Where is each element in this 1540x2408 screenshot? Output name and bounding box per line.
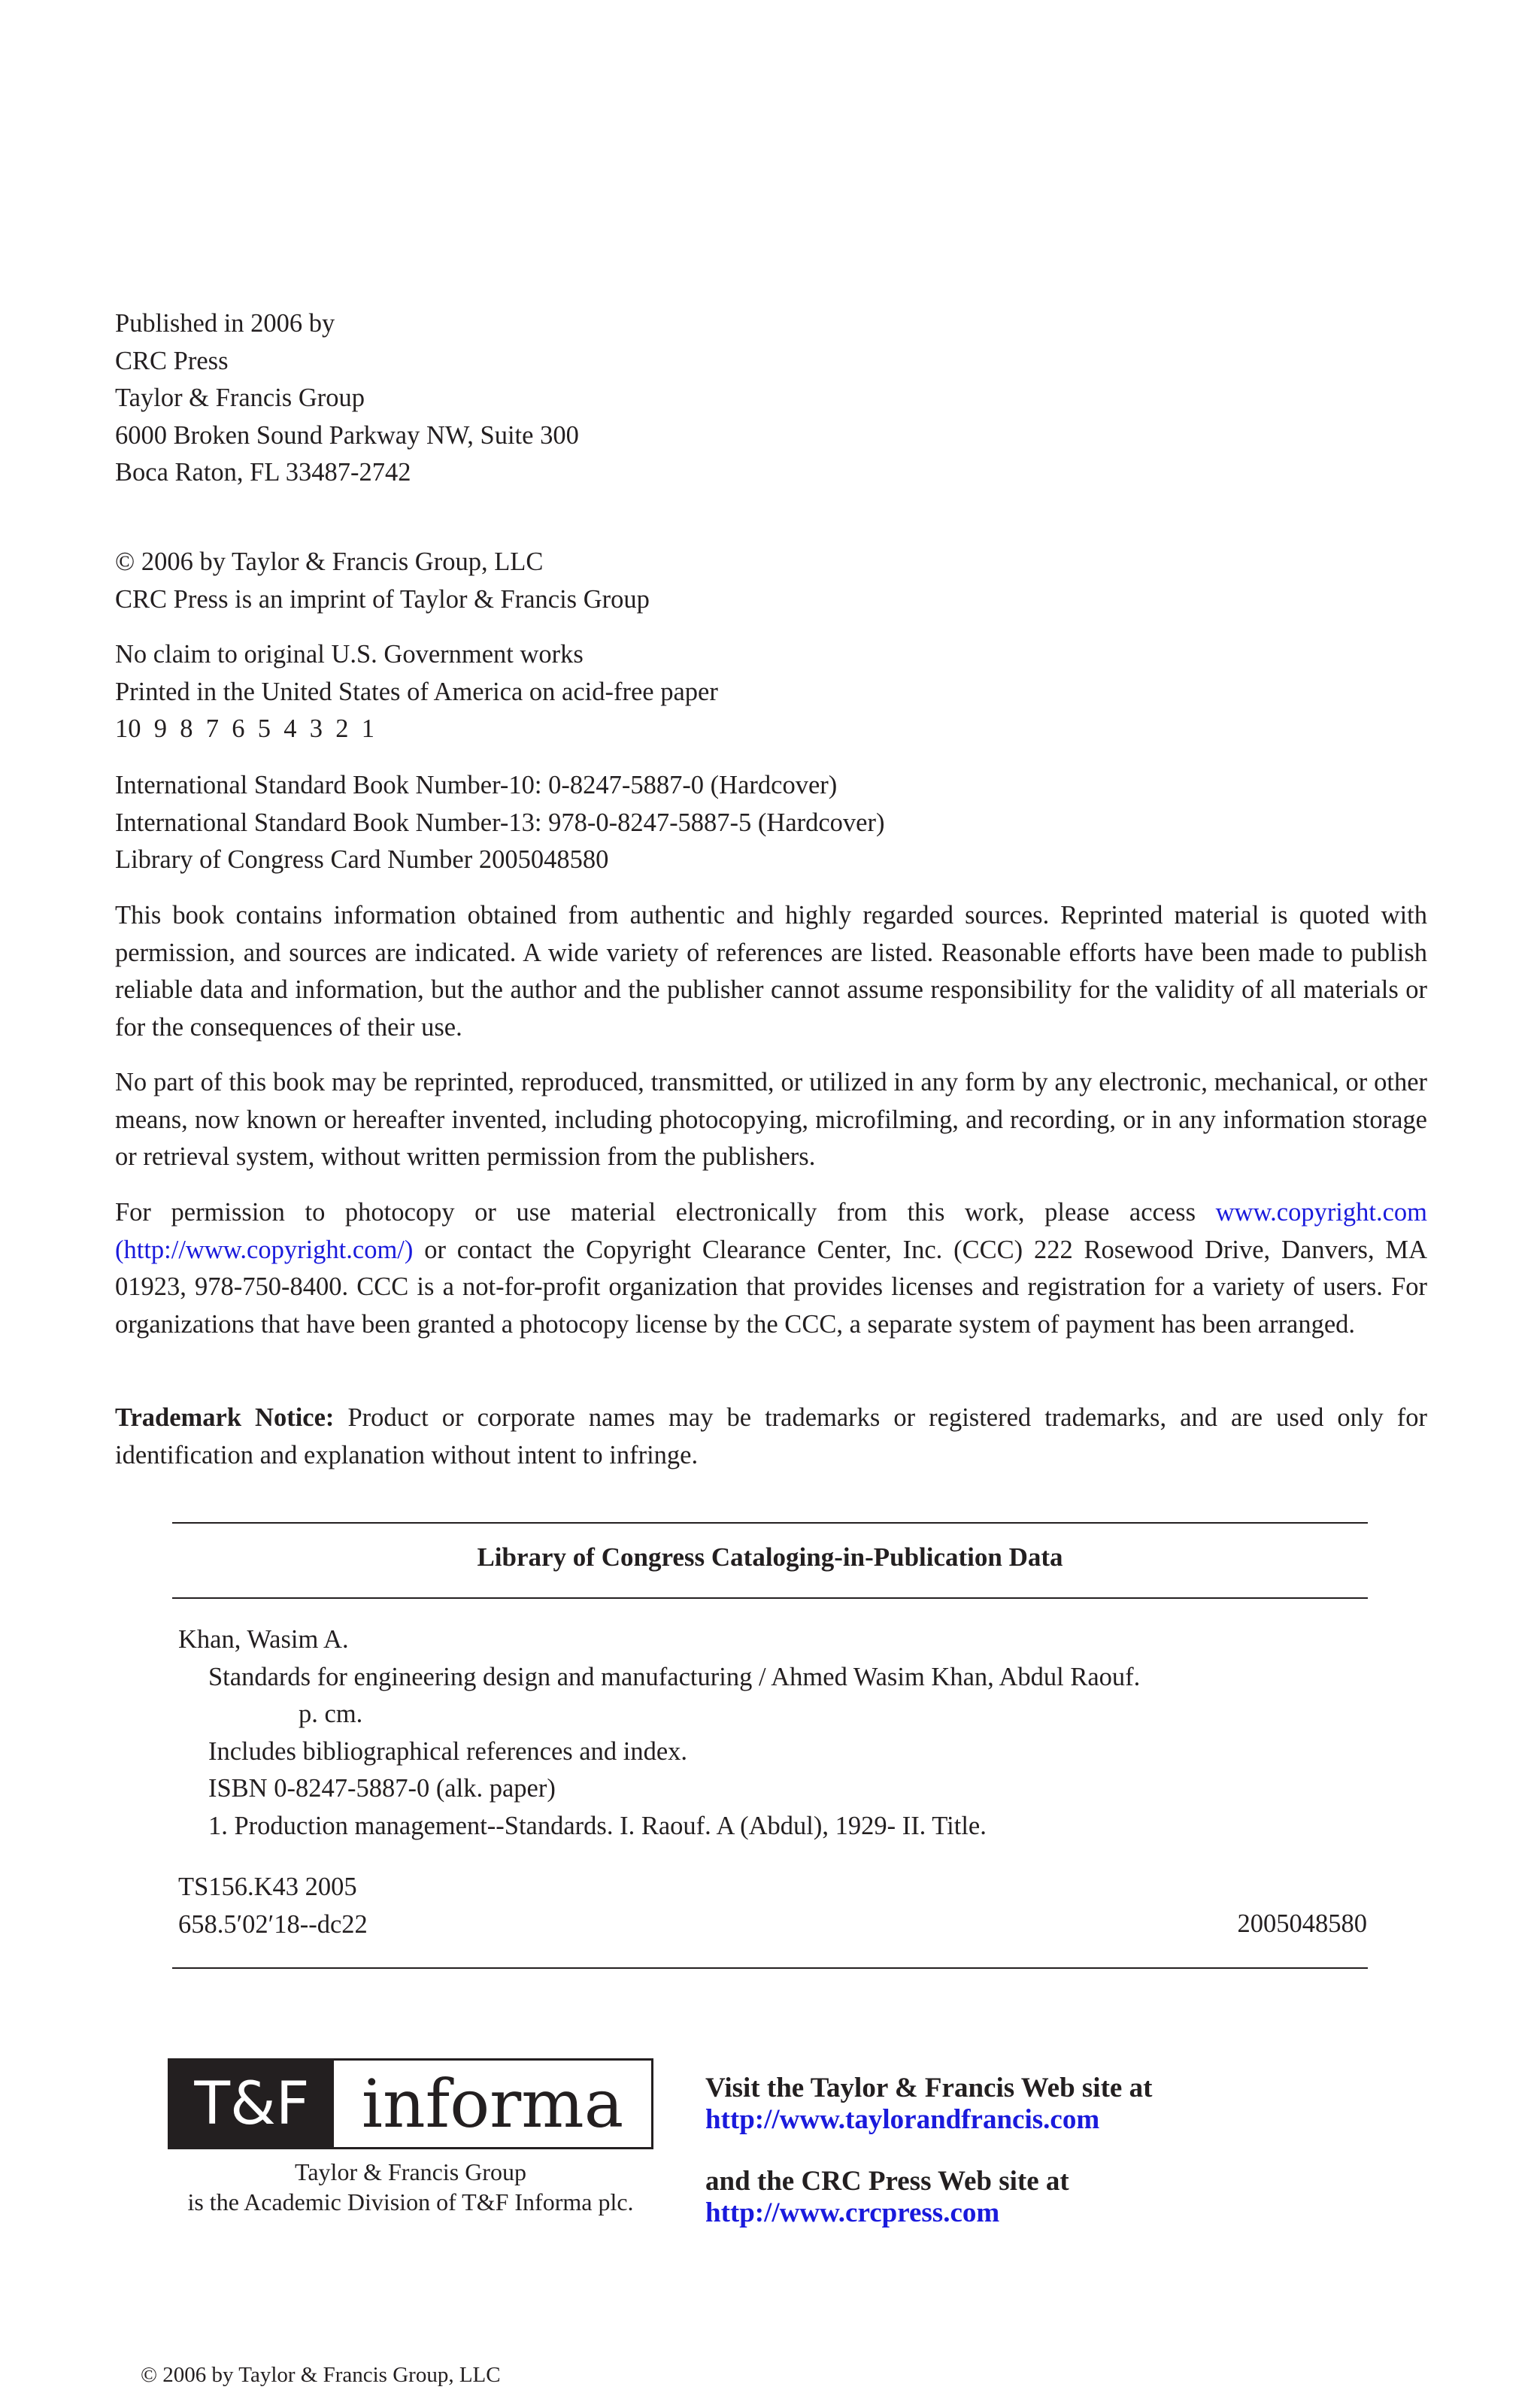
- cip-lccn: 2005048580: [1237, 1909, 1367, 1938]
- publisher-line: Taylor & Francis Group: [115, 384, 365, 412]
- tf-website-block: [705, 2073, 1152, 2136]
- logo-caption-line: Taylor & Francis Group: [295, 2158, 526, 2185]
- printing-line: 10 9 8 7 6 5 4 3 2 1: [115, 714, 374, 743]
- copyright-line: CRC Press is an imprint of Taylor & Francis Group: [115, 584, 650, 614]
- trademark-label: Trademark Notice:: [115, 1403, 335, 1432]
- printing-block: [115, 636, 718, 748]
- cip-call-number: TS156.K43 2005: [178, 1873, 357, 1901]
- permission-intro: For permission to photocopy or use material electronically from this work, please access: [115, 1198, 1216, 1227]
- copyright-url-link[interactable]: (http://www.copyright.com/): [115, 1235, 414, 1264]
- publisher-line: CRC Press: [115, 346, 229, 375]
- crc-website-label: and the CRC Press Web site at: [705, 2166, 1069, 2197]
- publisher-line: 6000 Broken Sound Parkway NW, Suite 300: [115, 420, 579, 450]
- publisher-block: [115, 305, 579, 492]
- copyright-block: [115, 544, 650, 618]
- logo-caption: [150, 2157, 671, 2217]
- permission-paragraph: [115, 1194, 1427, 1343]
- publisher-line: Published in 2006 by: [115, 309, 335, 338]
- isbn-line: International Standard Book Number-13: 978-0-8247-5887-5 (Hardcover): [115, 808, 885, 837]
- cip-bottom-rule: [172, 1967, 1368, 1969]
- footer-copyright: © 2006 by Taylor & Francis Group, LLC: [141, 2363, 501, 2387]
- cip-title: Library of Congress Cataloging-in-Publication Data: [477, 1542, 1063, 1572]
- isbn-line: Library of Congress Card Number 2005048580: [115, 845, 609, 874]
- cip-isbn: ISBN 0-8247-5887-0 (alk. paper): [208, 1774, 556, 1803]
- trademark-text: Product or corporate names may be trademarks or registered trademarks, and are used only for identification and explanation without intent to infringe.: [115, 1403, 1428, 1469]
- cip-pages: p. cm.: [299, 1700, 363, 1728]
- cip-classification: [178, 1869, 368, 1943]
- printing-line: Printed in the United States of America on acid-free paper: [115, 677, 718, 706]
- tf-informa-logo: [168, 2058, 653, 2149]
- crc-website-block: [705, 2166, 1069, 2229]
- tf-website-link[interactable]: http://www.taylorandfrancis.com: [705, 2104, 1100, 2135]
- reproduction-paragraph: No part of this book may be reprinted, reproduced, transmitted, or utilized in any form by any electronic, mechanical, or other means, now known or hereafter invented, including photocopying, microfilming, and recording, or in any information storage or retrieval system, without written permission from the publishers.: [115, 1068, 1427, 1171]
- logo-caption-line: is the Academic Division of T&F Informa plc.: [187, 2188, 634, 2215]
- logo-informa-text: informa: [361, 2065, 624, 2143]
- permission-rest: or contact the Copyright Clearance Center, Inc. (CCC) 222 Rosewood Drive, Danvers, MA 01923, 978-750-8400. CCC is a not-for-profit organization that provides licenses and registration for a variety of users. For organizations that have been granted a photocopy license by the CCC, a separate system of payment has been arranged.: [115, 1235, 1427, 1339]
- cip-includes: Includes bibliographical references and index.: [208, 1736, 688, 1766]
- logo-tf-text: T&F: [170, 2061, 334, 2147]
- isbn-line: International Standard Book Number-10: 0-8247-5887-0 (Hardcover): [115, 771, 838, 799]
- copyright-link[interactable]: www.copyright.com: [1215, 1198, 1427, 1227]
- cip-dewey: 658.5′02′18--dc22: [178, 1909, 368, 1939]
- tf-website-label: Visit the Taylor & Francis Web site at: [705, 2073, 1153, 2103]
- copyright-line: © 2006 by Taylor & Francis Group, LLC: [115, 547, 544, 576]
- trademark-paragraph: [115, 1400, 1427, 1474]
- publisher-line: Boca Raton, FL 33487-2742: [115, 458, 411, 487]
- cip-mid-rule: [172, 1597, 1368, 1599]
- cip-title-line: Standards for engineering design and manufacturing / Ahmed Wasim Khan, Abdul Raouf.: [208, 1662, 1141, 1691]
- cip-top-rule: [172, 1522, 1368, 1524]
- printing-line: No claim to original U.S. Government works: [115, 640, 584, 669]
- crc-website-link[interactable]: http://www.crcpress.com: [705, 2197, 1000, 2228]
- cip-entry: [178, 1621, 1140, 1845]
- isbn-block: [115, 767, 884, 879]
- cip-subjects: 1. Production management--Standards. I. Raouf. A (Abdul), 1929- II. Title.: [208, 1811, 987, 1840]
- sources-paragraph: This book contains information obtained from authentic and highly regarded sources. Reprinted material is quoted with permission, and sources are indicated. A wide variety of references are listed. Reasonable efforts have been made to publish reliable data and information, but the author and the publisher cannot assume responsibility for the validity of all materials or for the consequences of their use.: [115, 901, 1427, 1042]
- cip-author: Khan, Wasim A.: [178, 1625, 349, 1654]
